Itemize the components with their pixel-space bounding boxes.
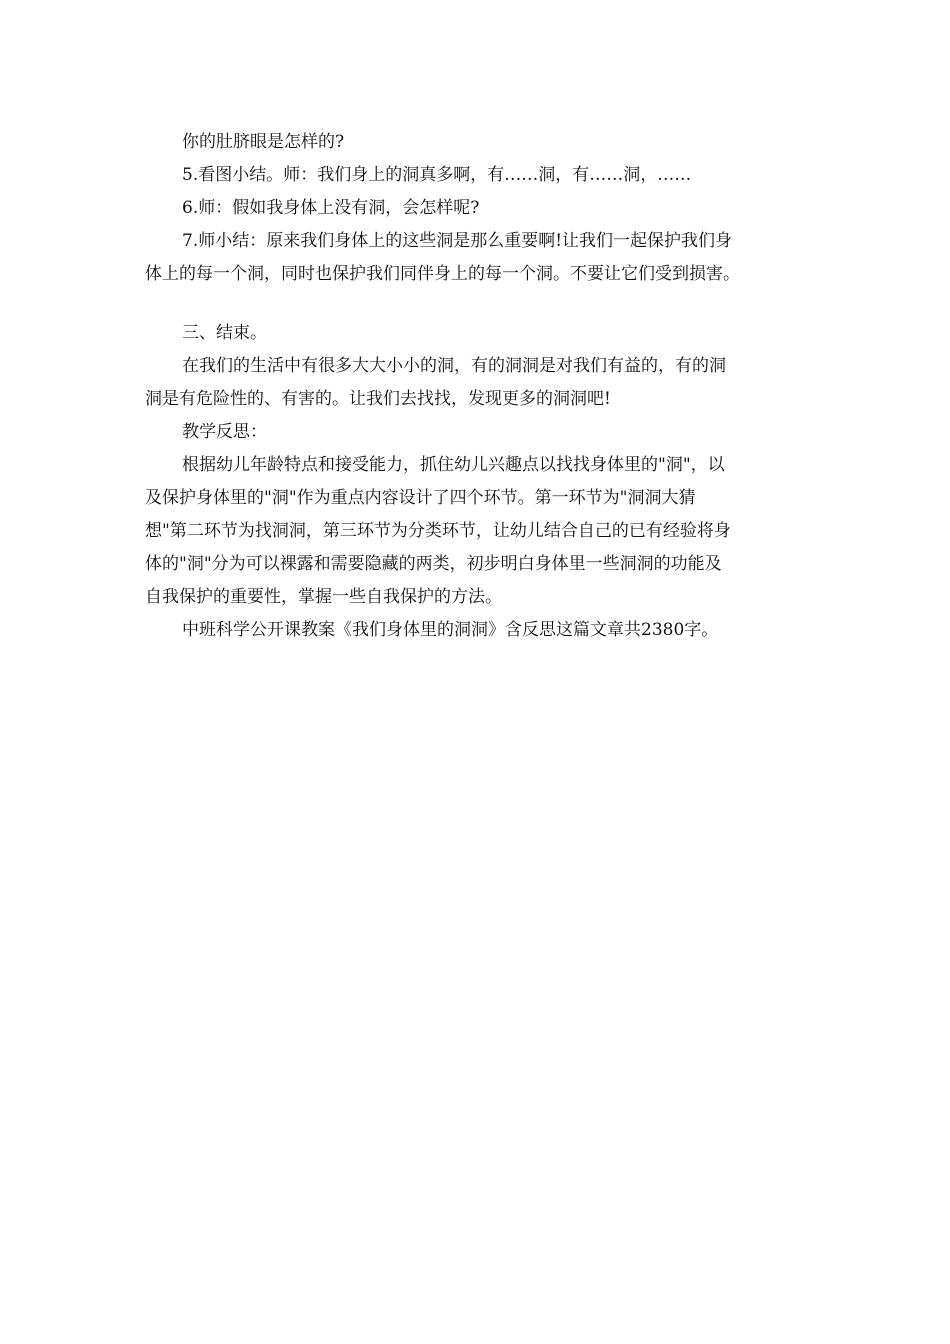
paragraph-step-5 bbox=[145, 159, 810, 192]
section-heading-ending bbox=[145, 317, 810, 350]
text-line: 及保护身体里的"洞"作为重点内容设计了四个环节。第一环节为"洞洞大猜 bbox=[145, 488, 696, 508]
text-line: 三、结束。 bbox=[182, 323, 267, 343]
paragraph-spacer bbox=[145, 291, 810, 317]
paragraph-ending-body bbox=[145, 350, 810, 416]
paragraph-navel-question bbox=[145, 126, 810, 159]
text-line: 体上的每一个洞，同时也保护我们同伴身上的每一个洞。不要让它们受到损害。 bbox=[145, 264, 740, 284]
text-line: 6.师：假如我身体上没有洞，会怎样呢? bbox=[182, 198, 480, 218]
paragraph-step-6 bbox=[145, 192, 810, 225]
text-line: 7.师小结：原来我们身体上的这些洞是那么重要啊!让我们一起保护我们身 bbox=[182, 231, 733, 251]
text-line: 根据幼儿年龄特点和接受能力，抓住幼儿兴趣点以找找身体里的"洞"，以 bbox=[182, 455, 725, 475]
text-line: 教学反思： bbox=[182, 422, 267, 442]
paragraph-reflection-body bbox=[145, 449, 810, 614]
text-line: 体的"洞"分为可以裸露和需要隐藏的两类，初步明白身体里一些洞洞的功能及 bbox=[145, 554, 722, 574]
text-line: 中班科学公开课教案《我们身体里的洞洞》含反思这篇文章共2380字。 bbox=[182, 620, 719, 640]
text-line: 想"第二环节为找洞洞，第三环节为分类环节，让幼儿结合自己的已有经验将身 bbox=[145, 521, 731, 541]
text-line: 在我们的生活中有很多大大小小的洞，有的洞洞是对我们有益的，有的洞 bbox=[182, 356, 726, 376]
text-line: 自我保护的重要性，掌握一些自我保护的方法。 bbox=[145, 587, 502, 607]
text-line: 你的肚脐眼是怎样的? bbox=[182, 132, 345, 152]
section-heading-reflection bbox=[145, 416, 810, 449]
text-line: 洞是有危险性的、有害的。让我们去找找，发现更多的洞洞吧! bbox=[145, 389, 611, 409]
paragraph-article-summary bbox=[145, 614, 810, 647]
text-line: 5.看图小结。师：我们身上的洞真多啊，有……洞，有……洞，…… bbox=[182, 165, 692, 185]
document-body bbox=[145, 126, 810, 647]
paragraph-step-7 bbox=[145, 225, 810, 291]
